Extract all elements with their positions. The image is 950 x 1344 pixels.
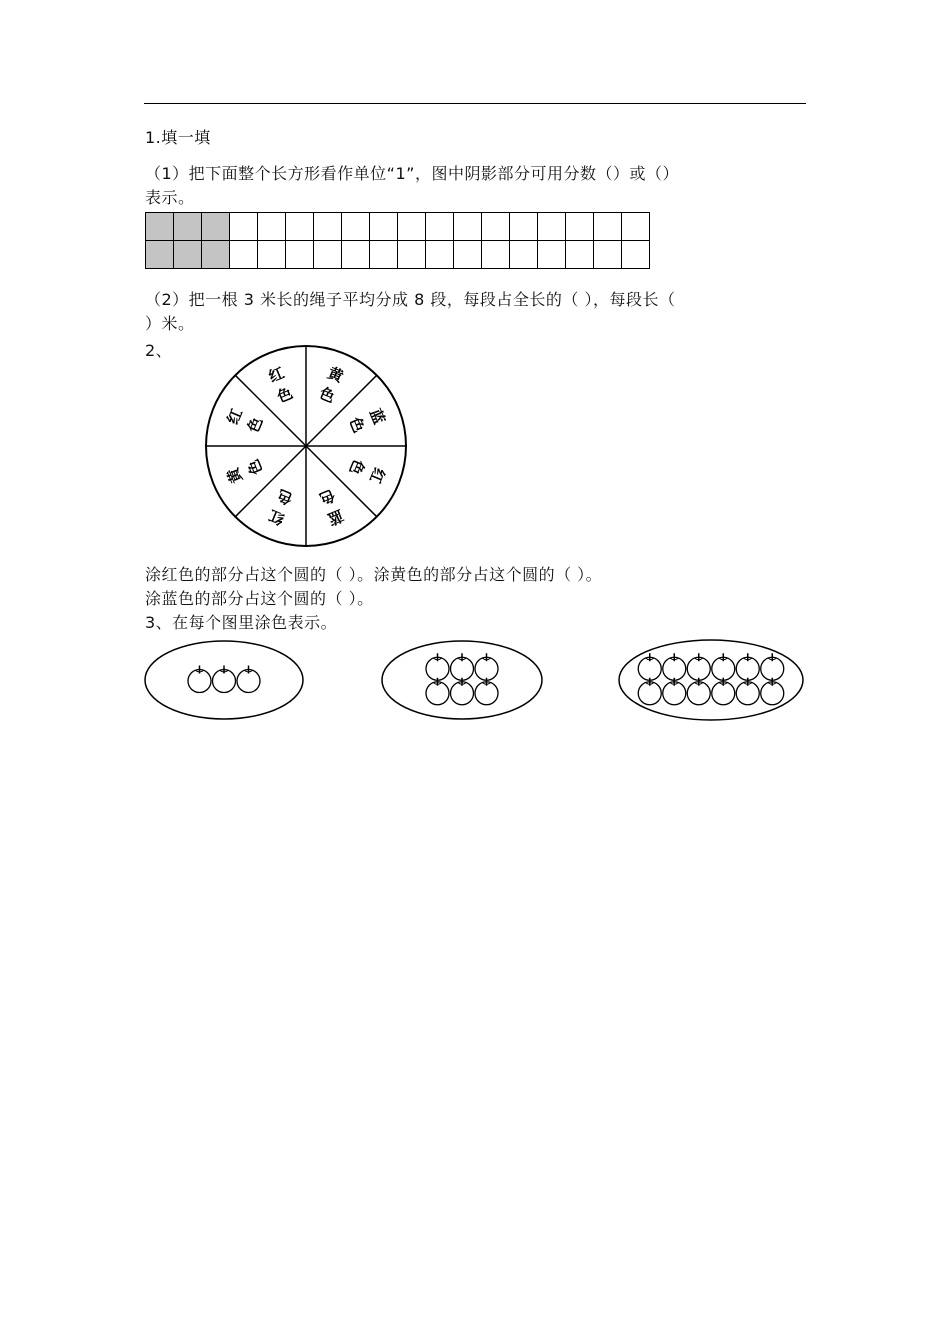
wheel-divider [235,446,306,517]
grid-cell-shaded [146,241,174,269]
grid-cell [342,241,370,269]
apple [761,678,784,705]
grid-cell-shaded [174,241,202,269]
grid-cell [454,241,482,269]
grid-cell-shaded [146,213,174,241]
grid-cell [370,241,398,269]
wheel-label-7 [223,406,266,436]
q1-part2-line2: ）米。 [145,314,195,333]
svg-text:色: 色 [316,383,338,407]
svg-text:红: 红 [266,505,287,529]
wheel-label-8 [265,364,295,407]
grid-cell [622,241,650,269]
apple [475,678,498,705]
oval-group-3 [619,640,803,720]
header-rule [144,103,806,104]
svg-text:黄: 黄 [325,363,346,387]
svg-text:色: 色 [243,456,267,478]
wheel-label-5 [266,486,296,529]
grid-cell [622,213,650,241]
grid-row [146,241,650,269]
svg-text:色: 色 [345,456,369,478]
grid-cell [370,213,398,241]
wheel-divider [306,375,377,446]
apple [426,678,449,705]
wheel-label-4 [317,485,347,528]
grid-cell-shaded [202,213,230,241]
svg-text:红: 红 [223,406,247,427]
oval-group-1 [145,641,303,719]
grid-cell [258,213,286,241]
apple [451,653,474,680]
grid-cell [398,241,426,269]
svg-text:色: 色 [316,485,338,509]
grid-cell [398,213,426,241]
grid-cell [426,241,454,269]
oval-group-2 [382,641,542,719]
grid-cell-shaded [202,241,230,269]
grid-cell [538,213,566,241]
grid-cell [538,241,566,269]
grid-cell [426,213,454,241]
svg-text:黄: 黄 [223,465,247,486]
grid-cell [286,213,314,241]
grid-cell-shaded [174,213,202,241]
svg-text:蓝: 蓝 [325,505,346,529]
apple [237,666,260,693]
wheel-label-2 [345,405,388,435]
grid-cell [566,213,594,241]
wheel-divider [235,375,306,446]
grid-cell [594,241,622,269]
q1-part1-line1: （1）把下面整个长方形看作单位“1”，图中阴影部分可用分数（）或（） [145,164,679,183]
grid-cell [314,213,342,241]
apple [687,678,710,705]
svg-text:色: 色 [243,414,267,436]
apple [663,678,686,705]
apple [736,653,759,680]
apple [188,666,211,693]
grid-cell [482,241,510,269]
grid-cell [566,241,594,269]
wheel-divider [306,446,377,517]
apple [663,653,686,680]
grid-cell [342,213,370,241]
q2-line1: 涂红色的部分占这个圆的（ ）。涂黄色的部分占这个圆的（ ）。 [145,565,603,584]
grid-cell [510,241,538,269]
apple [475,653,498,680]
apple [638,653,661,680]
grid-cell [286,241,314,269]
svg-text:蓝: 蓝 [365,406,389,427]
grid-cell [594,213,622,241]
grid-cell [454,213,482,241]
grid-cell [482,213,510,241]
grid-cell [510,213,538,241]
wheel-label-6 [223,456,266,487]
q3-title: 3、在每个图里涂色表示。 [145,613,338,632]
q1-part2-line1: （2）把一根 3 米长的绳子平均分成 8 段，每段占全长的（ ），每段长（ [145,290,676,309]
apple [213,666,236,693]
q1-part1-line2: 表示。 [145,188,195,207]
wheel-label-3 [346,456,389,486]
grid-row [146,213,650,241]
svg-text:色: 色 [345,414,369,436]
q1-title: 1.填一填 [145,128,211,147]
apple [451,678,474,705]
apple [687,653,710,680]
apple [712,653,735,680]
svg-text:红: 红 [266,363,287,387]
rectangle-grid [145,212,650,269]
grid-cell [230,213,258,241]
grid-cell [314,241,342,269]
svg-text:色: 色 [274,383,296,407]
apple [712,678,735,705]
apple [426,653,449,680]
apple [736,678,759,705]
grid-cell [258,241,286,269]
apple-ovals [140,638,820,728]
apple [761,653,784,680]
q2-number: 2、 [145,341,173,360]
svg-text:红: 红 [365,465,389,486]
color-wheel [204,344,408,548]
svg-text:色: 色 [274,485,296,509]
wheel-label-1 [316,363,347,406]
grid-cell [230,241,258,269]
q2-line2: 涂蓝色的部分占这个圆的（ ）。 [145,589,374,608]
apple [638,678,661,705]
